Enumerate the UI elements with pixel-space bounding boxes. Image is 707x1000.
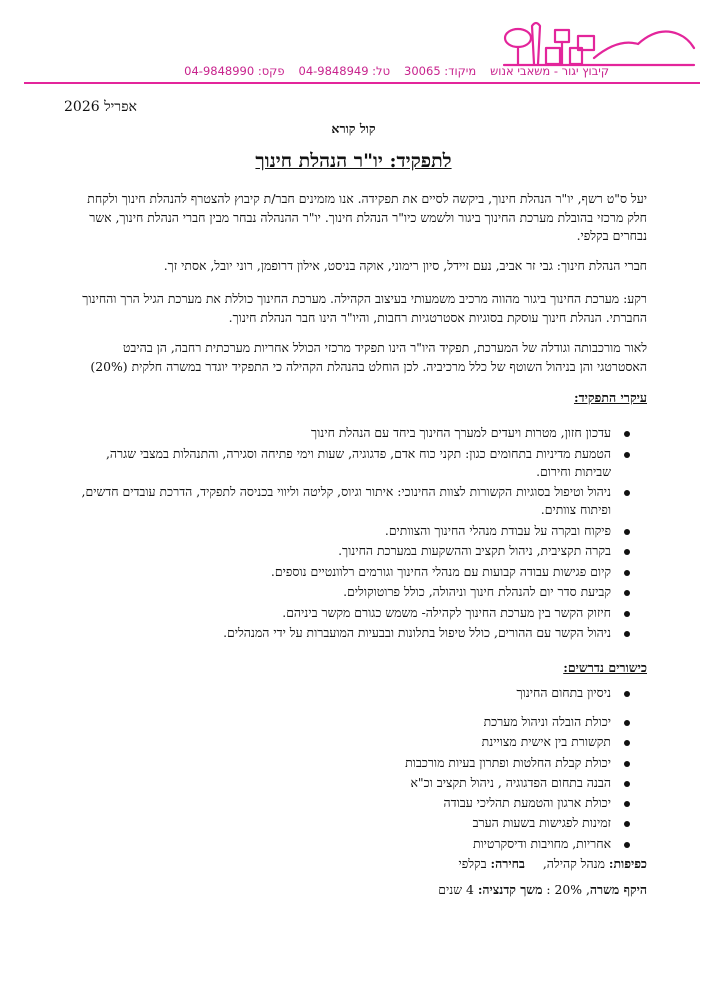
reports-to-value: מנהל קהילה, <box>542 856 605 871</box>
contact-line <box>75 64 609 81</box>
main-duties-heading: עיקרי התפקיד: <box>573 390 647 405</box>
scope-label: היקף משרה <box>589 882 647 897</box>
kol-kore-label: קול קורא <box>331 121 376 136</box>
list-item: תקשורת בין אישית מצויינת <box>74 733 634 751</box>
intro-paragraph: יעל ס"ט רשף, יו"ר הנהלת חינוך, ביקשה לסיים את תפקידה. אנו מזמינים חבר/ת קיבוץ להצטרף להנהלת חינוך ולקחת חלק מרכזי בהובלת מערכת החינוך ביגור ולשמש כיו"ר הנהלת חינוך. יו"ר ההנהלה נבחר מבין חברי הנהלת חינוך, אשר נבחרים בקלפי. <box>87 191 647 243</box>
kibbutz-yagur-logo-icon <box>498 18 698 70</box>
election-label: בחירה: <box>490 856 525 871</box>
members-paragraph: חברי הנהלת חינוך: גבי זר אביב, נעם זיידל, סיון רימוני, אוקה בניסט, אילון דרופמן, רוני יובל, אסתי זך. <box>163 258 647 273</box>
list-item: ניהול הקשר עם ההורים, כולל טיפול בתלונות ובבעיות המועברות על ידי המנהלים. <box>74 624 634 642</box>
term-label: משך קדנציה: <box>477 882 543 897</box>
list-item: ניהול וטיפול בסוגיות הקשורות לצוות החינוכי: איתור וגיוס, קליטה וליווי בכניסה לתפקיד, הדרכת עובדים חדשים, ופיתוח צוותים. <box>74 483 634 519</box>
list-item: ניסיון בתחום החינוך <box>74 684 634 702</box>
qualifications-list <box>74 684 634 855</box>
list-item: זמינות לפגישות בשעות הערב <box>74 814 634 832</box>
reports-to-label: כפיפות: <box>608 856 647 871</box>
reporting-line <box>458 856 647 872</box>
scope-value: : 20% , <box>546 882 590 897</box>
election-value: בקלפי <box>458 856 487 871</box>
list-item: עדכון חזון, מטרות ויעדים למערך החינוך ביחד עם הנהלת חינוך <box>74 424 634 442</box>
list-item: יכולת הובלה וניהול מערכת <box>74 713 634 731</box>
list-item: הבנה בתחום הפדגוגיה , ניהול תקציב וכ"א <box>74 774 634 792</box>
main-duties-list <box>74 424 634 645</box>
term-value: 4 שנים <box>438 882 474 897</box>
header-divider <box>24 82 700 84</box>
list-item: בקרה תקציבית, ניהול תקציב וההשקעות במערכת החינוך. <box>74 542 634 560</box>
page-title: לתפקיד: יו"ר הנהלת חינוך <box>255 150 452 172</box>
complexity-paragraph: לאור מורכבותה וגודלה של המערכת, תפקיד היו"ר הינו תפקיד מרכזי הכולל אחריות מערכתית רחבה, הן בהיבט האסטרטגי והן בניהול השוטף של כלל מרכיביה. לכן הוחלט בהנהלת הקהילה כי התפקיד יוגדר במשרה חלקית (20%) <box>90 340 647 374</box>
list-item: חיזוק הקשר בין מערכת החינוך לקהילה- משמש כגורם מקשר ביניהם. <box>74 604 634 622</box>
list-item: פיקוח ובקרה על עבודת מנהלי החינוך והצוותים. <box>74 522 634 540</box>
list-item: הטמעת מדיניות בתחומים כגון: תקני כוח אדם, פדגוגיה, שעות וימי פתיחה וסגירה, והתנהלות במצבי שגרה, שביתות וחירום. <box>74 445 634 481</box>
qualifications-heading: כישורים נדרשים: <box>563 660 647 675</box>
org-name: קיבוץ יגור - משאבי אנוש <box>490 64 609 78</box>
date: אפריל 2026 <box>64 99 137 115</box>
list-item: קיום פגישות עבודה קבועות עם מנהלי החינוך וגורמים רלוונטיים נוספים. <box>74 563 634 581</box>
phone-block: טל: 04-9848949 <box>298 64 391 78</box>
list-item: קביעת סדר יום להנהלת חינוך וניהולה, כולל פרוטוקולים. <box>74 583 634 601</box>
zip-block: מיקוד: 30065 <box>404 64 477 78</box>
background-paragraph: רקע: מערכת החינוך ביגור מהווה מרכיב משמעותי בעיצוב הקהילה. מערכת החינוך כוללת את מערכת הגיל הרך והחינוך החברתי. הנהלת חינוך עוסקת בסוגיות אסטרטגיות רחבות, והיו"ר הינו חבר הנהלת חינוך. <box>82 291 647 325</box>
scope-line <box>438 882 647 898</box>
list-item: יכולת ארגון והטמעת תהליכי עבודה <box>74 794 634 812</box>
fax-block: פקס: 04-9848990 <box>184 64 285 78</box>
list-item: יכולת קבלת החלטות ופתרון בעיות מורכבות <box>74 754 634 772</box>
list-item: אחריות, מחויבות ודיסקרטיות <box>74 835 634 853</box>
